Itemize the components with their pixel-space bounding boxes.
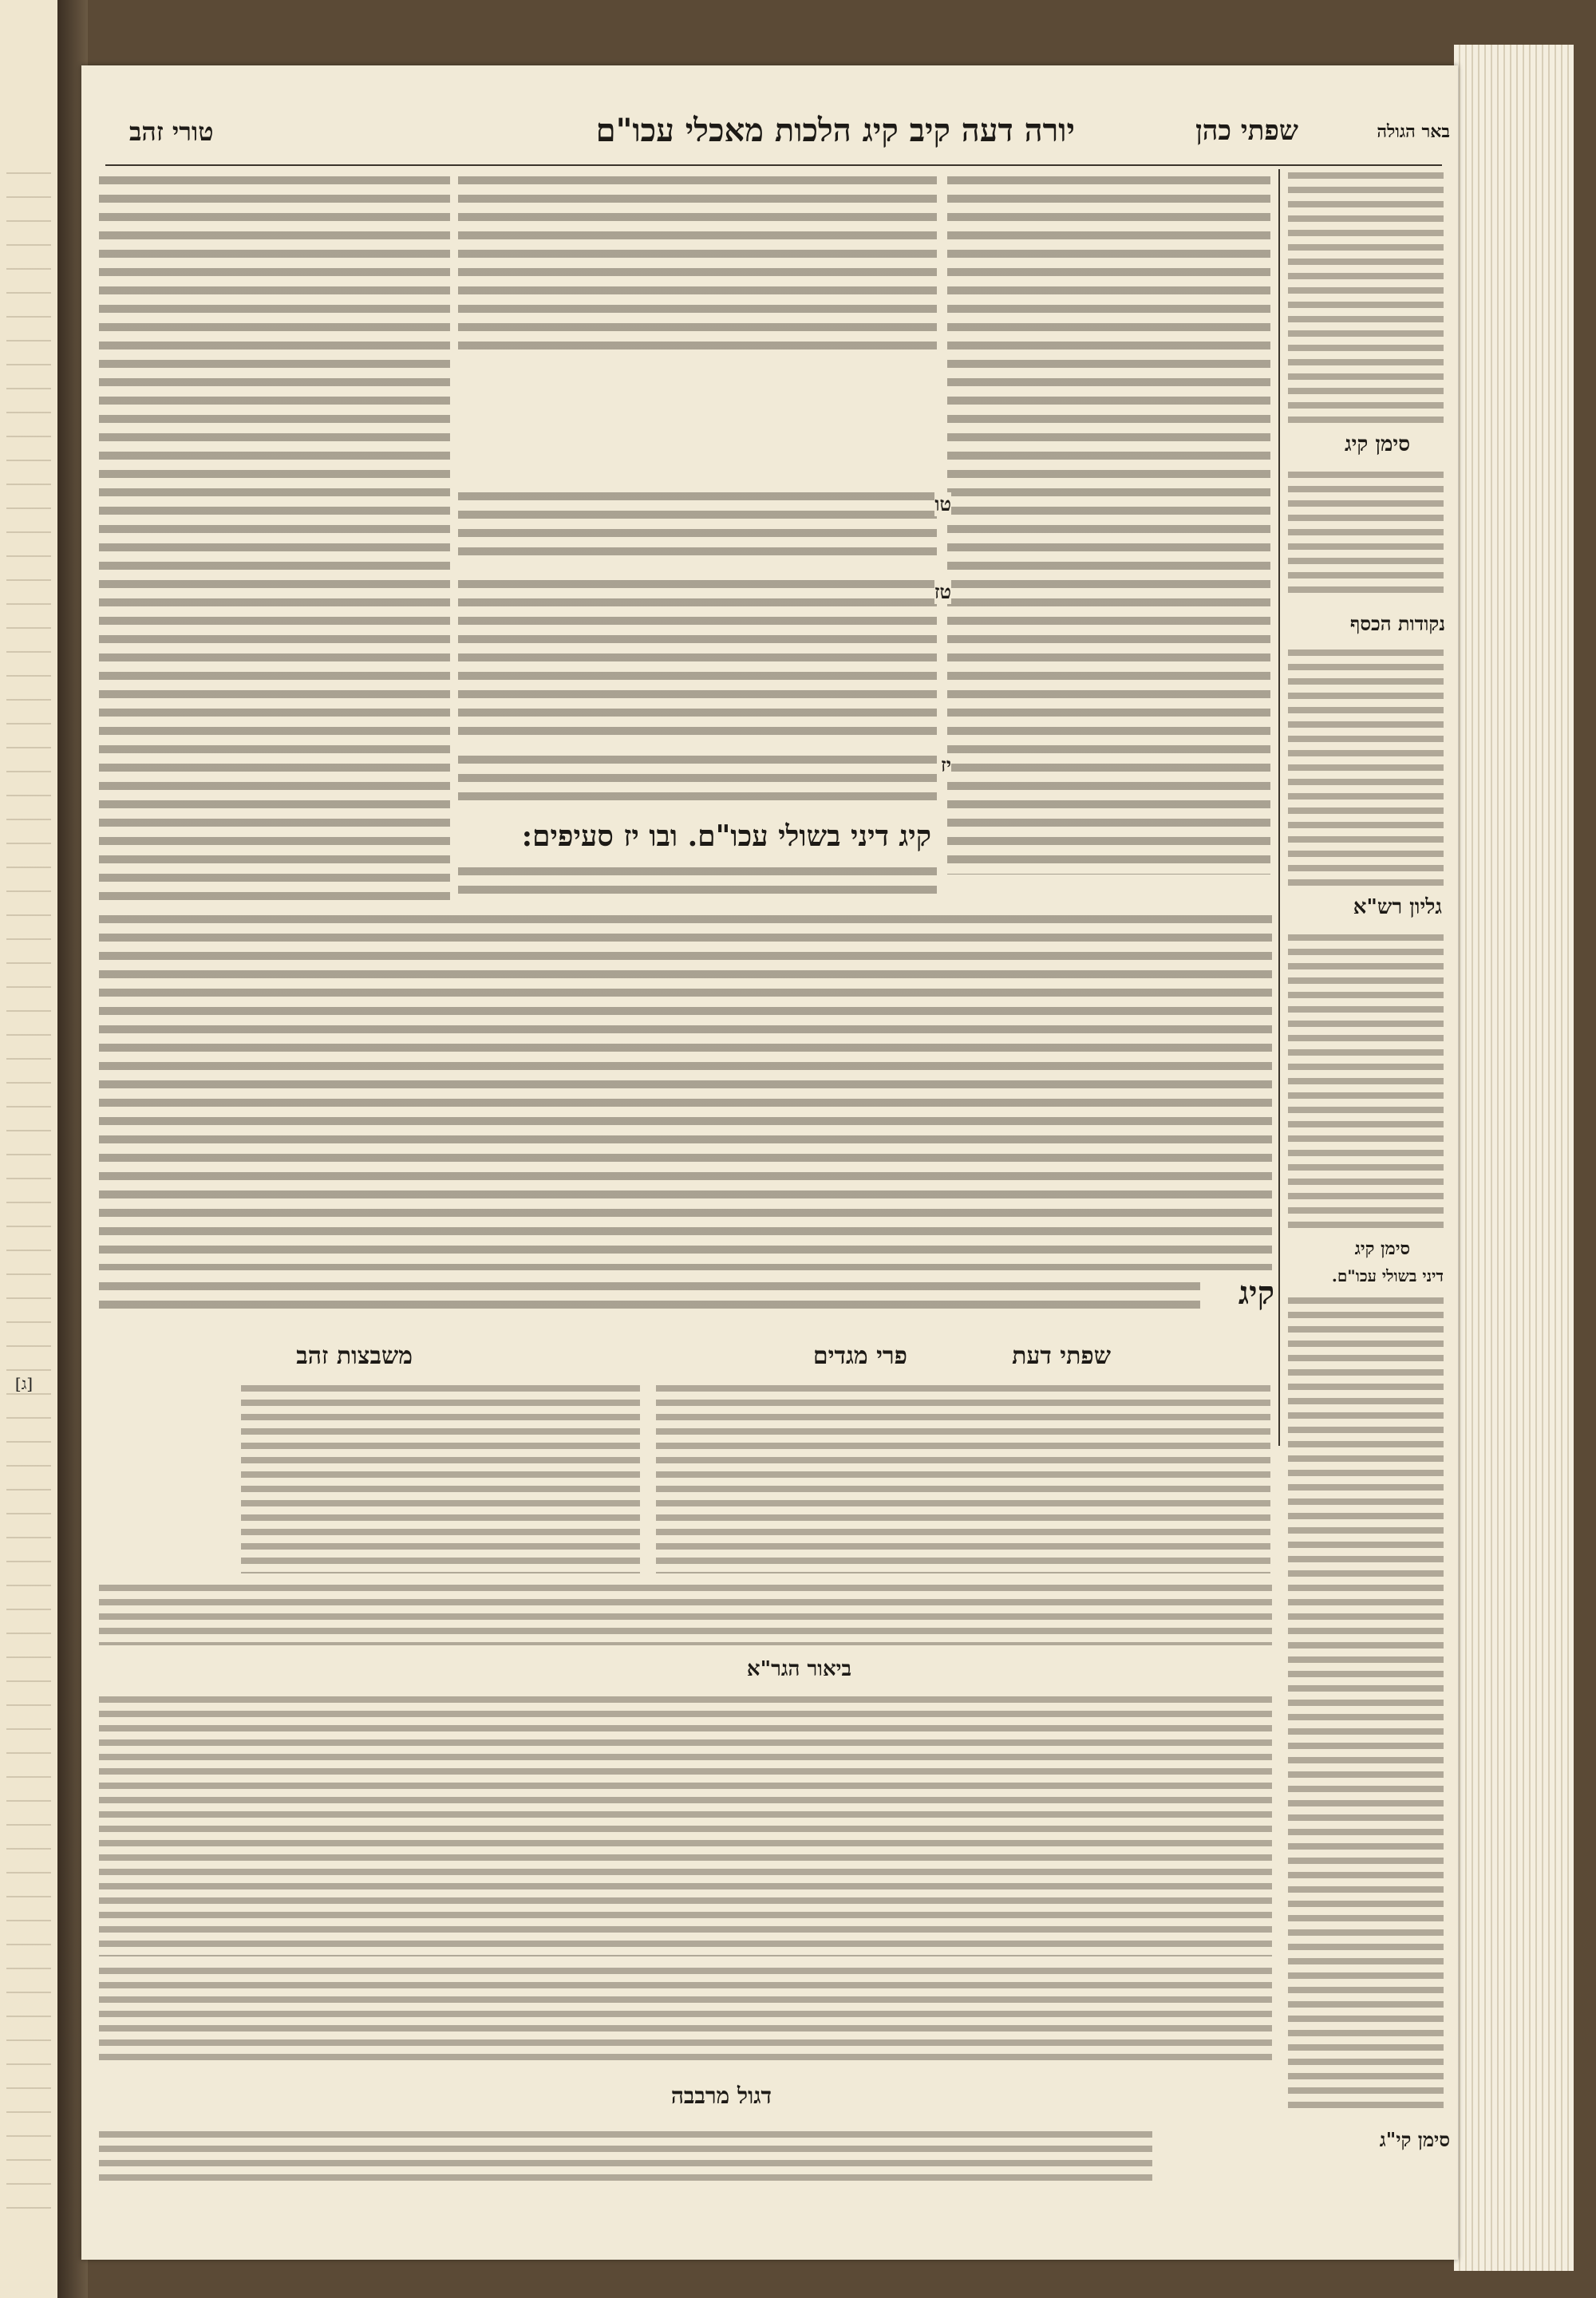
seif-marker: יז <box>941 753 951 776</box>
margin-header-label: באר הגולה <box>1377 121 1450 142</box>
main-text-top <box>458 172 937 356</box>
commentary-header-right: שפתי כהן <box>1195 115 1298 147</box>
margin-note-block <box>1288 468 1444 596</box>
seif-marker: טז <box>934 580 951 603</box>
margin-section-title: נקודות הכסף <box>1349 612 1445 635</box>
margin-section-subtitle: דיני בשולי עכו"ם. <box>1331 1266 1444 1285</box>
lower-header-mishbetzot: משבצות זהב <box>296 1342 413 1370</box>
margin-section-title: סימן קיג <box>1344 432 1410 456</box>
book-page <box>81 65 1458 2260</box>
margin-note-block <box>1288 169 1444 424</box>
commentary-continuation <box>99 911 1272 1270</box>
siman-marker: קיג <box>1238 1274 1274 1312</box>
main-text-seif-1 <box>458 863 937 895</box>
seif-marker: טו <box>934 492 951 515</box>
dagul-merevava-title: דגול מרבבה <box>670 2083 772 2109</box>
lower-header-shfatei-daat: שפתי דעת <box>1012 1342 1111 1370</box>
margin-note-block <box>1288 931 1444 1234</box>
shach-commentary <box>947 172 1270 875</box>
main-text-seif-17 <box>458 752 937 807</box>
header-rule <box>105 164 1442 166</box>
margin-note-block <box>1288 1294 1444 2108</box>
taz-commentary <box>99 172 450 906</box>
main-text-seif-15 <box>458 488 937 560</box>
shfatei-daat-text <box>656 1382 1270 1573</box>
margin-section-title: סימן קיג <box>1354 1238 1410 1259</box>
lower-wide-text <box>99 1581 1272 1645</box>
biur-hagra-text <box>99 1693 1272 1956</box>
margin-section-title: גליון רש"א <box>1353 895 1442 919</box>
margin-note-block <box>1288 646 1444 886</box>
commentary-header-left: טורי זהב <box>129 116 214 147</box>
biur-hagra-title: ביאור הגר"א <box>746 1657 851 1681</box>
main-text-seif-16 <box>458 576 937 736</box>
footer-siman-ref: סימן קי"ג <box>1379 2128 1450 2151</box>
page-title: יורה דעה קיב קיג הלכות מאכלי עכו"ם <box>595 112 1075 149</box>
previous-page-marker: [ג] <box>14 1374 34 1393</box>
margin-divider <box>1278 169 1280 1446</box>
previous-page-edge <box>0 0 57 2298</box>
lower-header-pri: פרי מגדים <box>812 1342 907 1370</box>
commentary-last-line <box>99 1278 1200 1318</box>
mishbetzot-zahav-text <box>241 1382 640 1573</box>
previous-page-text <box>6 160 51 2218</box>
biur-hagra-continuation <box>99 1964 1272 2060</box>
section-title: קיג דיני בשולי עכו"ם. ובו יז סעיפים: <box>521 819 931 853</box>
dagul-merevava-text <box>99 2128 1152 2184</box>
page-stack-edge <box>1454 45 1574 2271</box>
